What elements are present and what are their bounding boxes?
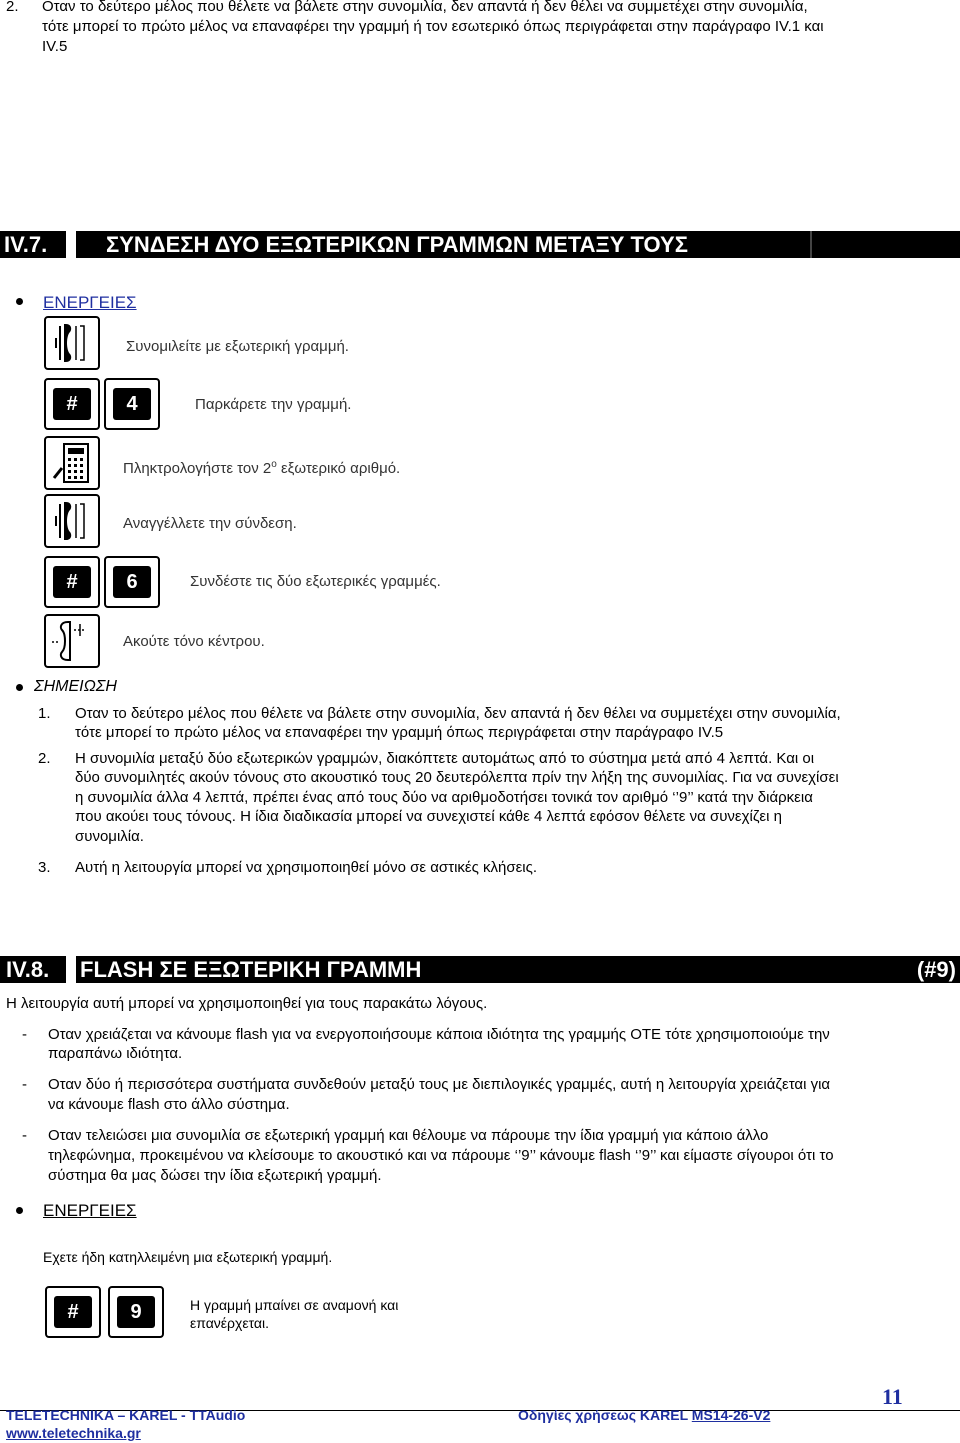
section-title xyxy=(76,956,960,983)
section-title: ΣΥΝΔΕΣΗ ΔΥΟ ΕΞΩΤΕΡΙΚΩΝ ΓΡΑΜΜΩΝ ΜΕΤΑΞΥ ΤΟΥΣ xyxy=(76,231,960,258)
title-divider xyxy=(810,231,812,258)
key-hash-button[interactable] xyxy=(44,378,100,430)
page-number: 11 xyxy=(882,1384,903,1409)
step-text xyxy=(123,455,400,479)
dash-marker: - xyxy=(22,1127,27,1144)
step-text: Αναγγέλλετε την σύνδεση. xyxy=(123,515,297,532)
bullet-icon xyxy=(16,684,23,691)
key-label: # xyxy=(53,566,91,598)
footer-website-link[interactable]: www.teletechnika.gr xyxy=(6,1425,141,1441)
key-label: 6 xyxy=(113,566,151,598)
note-line: Οταν το δεύτερο μέλος που θέλετε να βάλετε στην συνομιλία, δεν απαντά ή δεν θέλει να συμμετέχει στην συνομιλία, xyxy=(42,0,808,15)
section-number: IV.7. xyxy=(0,231,66,258)
dash-line: Οταν τελειώσει μια συνομιλία σε εξωτερική γραμμή και θέλουμε να πάρουμε την ίδια γραμμή για κάποιο άλλο xyxy=(48,1127,769,1144)
key-4-button[interactable] xyxy=(104,378,160,430)
section-code: (#9) xyxy=(916,957,956,982)
actions-heading: ΕΝΕΡΓΕΙΕΣ xyxy=(43,293,137,312)
note-line: η συνομιλία άλλα 4 λεπτά, πρέπει ένας από τους δύο να αριθμοδοτήσει τονικά τον αριθμό ‘’9’’ κατά την διάρκεια xyxy=(75,789,813,806)
note-line: τότε μπορεί το πρώτο μέλος να επαναφέρει την γραμμή όπως περιγράφεται στην παράγραφο IV.5 xyxy=(75,724,724,741)
key-hash-button[interactable] xyxy=(44,556,100,608)
note-line: Αυτή η λειτουργία μπορεί να χρησιμοποιηθεί μόνο σε αστικές κλήσεις. xyxy=(75,859,538,876)
handset-off-hook-icon xyxy=(44,494,100,548)
bullet-icon xyxy=(16,298,23,305)
actions-heading: ΕΝΕΡΓΕΙΕΣ xyxy=(43,1201,137,1220)
note-number: 2. xyxy=(6,0,19,15)
note-line: Οταν το δεύτερο μέλος που θέλετε να βάλετε στην συνομιλία, δεν απαντά ή δεν θέλει να συμμετέχει στην συνομιλία, xyxy=(75,705,841,722)
step-text-part: εξωτερικό αριθμό. xyxy=(276,460,401,477)
step-text-part: Πληκτρολογήστε τον 2 xyxy=(123,460,272,477)
section-number: IV.8. xyxy=(0,956,66,983)
intro-text: Η λειτουργία αυτή μπορεί να χρησιμοποιηθεί για τους παρακάτω λόγους. xyxy=(6,995,488,1012)
dash-line: να κάνουμε flash στο άλλο σύστημα. xyxy=(48,1096,290,1113)
note-number: 3. xyxy=(38,859,51,876)
note-line: συνομιλία. xyxy=(75,828,144,845)
dash-line: Οταν χρειάζεται να κάνουμε flash για να ενεργοποιήσουμε κάποια ιδιότητα της γραμμής ΟΤΕ τότε χρησιμοποιούμε την xyxy=(48,1026,830,1043)
dash-marker: - xyxy=(22,1076,27,1093)
note-line: Η συνομιλία μεταξύ δύο εξωτερικών γραμμών, διακόπτετε αυτομάτως από το σύστημα μετά από 4 λεπτά. Και οι xyxy=(75,750,815,767)
key-6-button[interactable] xyxy=(104,556,160,608)
step-text: Παρκάρετε την γραμμή. xyxy=(195,396,352,413)
note-line: τότε μπορεί το πρώτο μέλος να επαναφέρει την γραμμή ή τον εσωτερικό όπως περιγράφεται στην παράγραφο IV.1 και xyxy=(42,18,824,35)
key-label: 4 xyxy=(113,388,151,420)
note-heading: ΣΗΜΕΙΩΣΗ xyxy=(34,678,117,695)
dash-line: τηλεφώνημα, προκειμένου να κλείσουμε το ακουστικό και να πάρουμε ‘’9’’ κάνουμε flash ‘’9’’ και είμαστε σίγουροι ότι το xyxy=(48,1147,834,1164)
key-label: # xyxy=(53,388,91,420)
keypad-phone-icon xyxy=(44,436,100,490)
footer-guide xyxy=(518,1407,770,1423)
key-label: # xyxy=(54,1296,92,1328)
note-line: IV.5 xyxy=(42,38,68,55)
dash-line: παραπάνω ιδιότητα. xyxy=(48,1045,183,1062)
result-text: Η γραμμή μπαίνει σε αναμονή και xyxy=(190,1297,399,1313)
note-number: 2. xyxy=(38,750,51,767)
handset-off-hook-icon xyxy=(44,316,100,370)
footer-model-link[interactable]: MS14-26-V2 xyxy=(691,1407,771,1423)
step-text: Συνδέστε τις δύο εξωτερικές γραμμές. xyxy=(190,573,441,590)
note-line: δύο συνομιλητές ακούν τόνους στο ακουστικό τους 20 δευτερόλεπτα πρίν την λήξη της συνομιλίας. Για να συνεχίσει xyxy=(75,769,839,786)
step-text: Συνομιλείτε με εξωτερική γραμμή. xyxy=(126,338,349,355)
superscript: ο xyxy=(271,459,277,470)
dash-line: Οταν δύο ή περισσότερα συστήματα συνδεθούν μεταξύ τους με διεπιλογικές γραμμές, αυτή η λειτουργία χρειάζεται για xyxy=(48,1076,831,1093)
step-text: Ακούτε τόνο κέντρου. xyxy=(123,633,265,650)
key-9-button[interactable] xyxy=(108,1286,164,1338)
precondition-text: Εχετε ήδη κατηλλειμένη μια εξωτερική γραμμή. xyxy=(43,1249,333,1265)
handset-tone-icon xyxy=(44,614,100,668)
dash-marker: - xyxy=(22,1026,27,1043)
note-line: που ακούει τους τόνους. Η ίδια διαδικασία μπορεί να συνεχιστεί κάθε 4 λεπτά εφόσον θέλετε να συνεχίζει η xyxy=(75,808,782,825)
footer-company: TELETECHNIKA – KAREL - TTAudio xyxy=(6,1407,246,1423)
key-hash-button[interactable] xyxy=(45,1286,101,1338)
footer-guide-text: Οδηγίες χρήσεως KAREL xyxy=(518,1407,692,1423)
result-text: επανέρχεται. xyxy=(190,1315,270,1331)
dash-line: σύστημα θα μας δώσει την ίδια εξωτερική γραμμή. xyxy=(48,1167,382,1184)
section-title-text: FLASH ΣΕ ΕΞΩΤΕΡΙΚΗ ΓΡΑΜΜΗ xyxy=(80,957,422,982)
key-label: 9 xyxy=(117,1296,155,1328)
bullet-icon xyxy=(16,1207,23,1214)
note-number: 1. xyxy=(38,705,51,722)
